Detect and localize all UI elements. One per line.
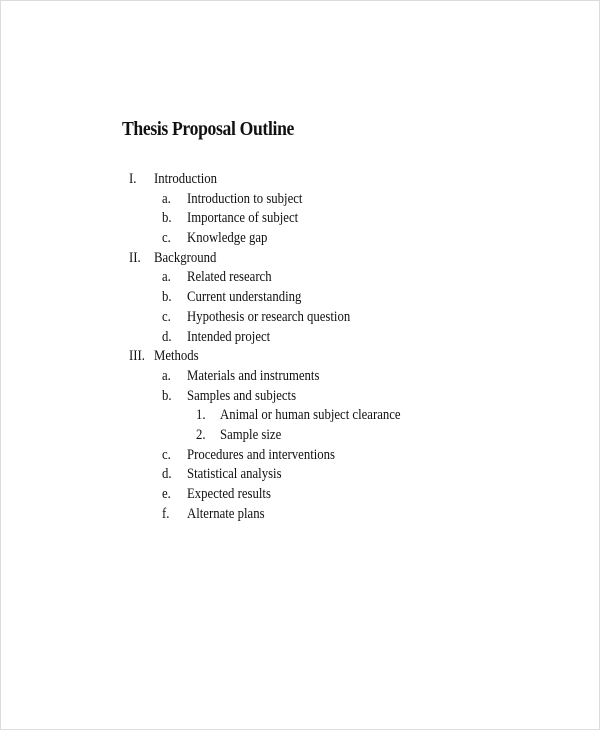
outline-marker: II. xyxy=(129,249,141,266)
outline-marker: c. xyxy=(162,308,171,325)
outline-item-text: Alternate plans xyxy=(187,505,265,522)
outline-item-text: Sample size xyxy=(220,426,282,443)
outline-marker: b. xyxy=(162,289,172,306)
outline-subitem xyxy=(1,406,599,426)
outline-item xyxy=(1,308,599,328)
outline-item xyxy=(1,328,599,348)
page-title: Thesis Proposal Outline xyxy=(122,118,295,140)
outline-marker: I. xyxy=(129,171,137,187)
outline-item-text: Introduction to subject xyxy=(187,190,303,207)
outline-item-text: Animal or human subject clearance xyxy=(220,407,401,424)
outline-marker: a. xyxy=(162,269,171,286)
outline-item xyxy=(1,209,599,229)
outline-item-text: Methods xyxy=(154,348,199,365)
outline-item xyxy=(1,288,599,308)
outline-item xyxy=(1,505,599,525)
outline-marker: b. xyxy=(162,387,172,404)
outline-item xyxy=(1,190,599,210)
outline-marker: c. xyxy=(162,446,171,463)
outline-item-text: Expected results xyxy=(187,486,271,502)
outline-marker: d. xyxy=(162,328,172,345)
outline-item xyxy=(1,367,599,387)
outline-section-background xyxy=(1,249,599,269)
outline-marker: III. xyxy=(129,348,145,365)
outline-item-text: Procedures and interventions xyxy=(187,446,336,463)
outline-item xyxy=(1,446,599,466)
outline-list xyxy=(1,170,599,524)
outline-marker: c. xyxy=(162,230,171,247)
outline-item xyxy=(1,485,599,505)
outline-marker: 2. xyxy=(196,426,206,443)
outline-marker: e. xyxy=(162,486,171,502)
outline-item xyxy=(1,268,599,288)
outline-item-text: Statistical analysis xyxy=(187,466,282,483)
outline-marker: a. xyxy=(162,367,171,384)
outline-marker: d. xyxy=(162,466,172,483)
outline-item-text: Hypothesis or research question xyxy=(187,308,351,325)
outline-item-text: Related research xyxy=(187,269,272,286)
outline-item-text: Current understanding xyxy=(187,289,302,306)
outline-marker: f. xyxy=(162,505,170,522)
outline-marker: a. xyxy=(162,190,171,207)
outline-item-text: Introduction xyxy=(154,171,218,187)
outline-item-text: Materials and instruments xyxy=(187,367,320,384)
outline-subitem xyxy=(1,426,599,446)
outline-item xyxy=(1,229,599,249)
outline-item-text: Importance of subject xyxy=(187,210,299,227)
outline-item-text: Background xyxy=(154,249,217,266)
outline-section-introduction xyxy=(1,170,599,190)
outline-marker: b. xyxy=(162,210,172,227)
outline-section-methods xyxy=(1,347,599,367)
outline-marker: 1. xyxy=(196,407,206,424)
outline-item-text: Intended project xyxy=(187,328,271,345)
outline-item-text: Samples and subjects xyxy=(187,387,297,404)
outline-item xyxy=(1,387,599,407)
outline-item xyxy=(1,465,599,485)
outline-item-text: Knowledge gap xyxy=(187,230,268,247)
